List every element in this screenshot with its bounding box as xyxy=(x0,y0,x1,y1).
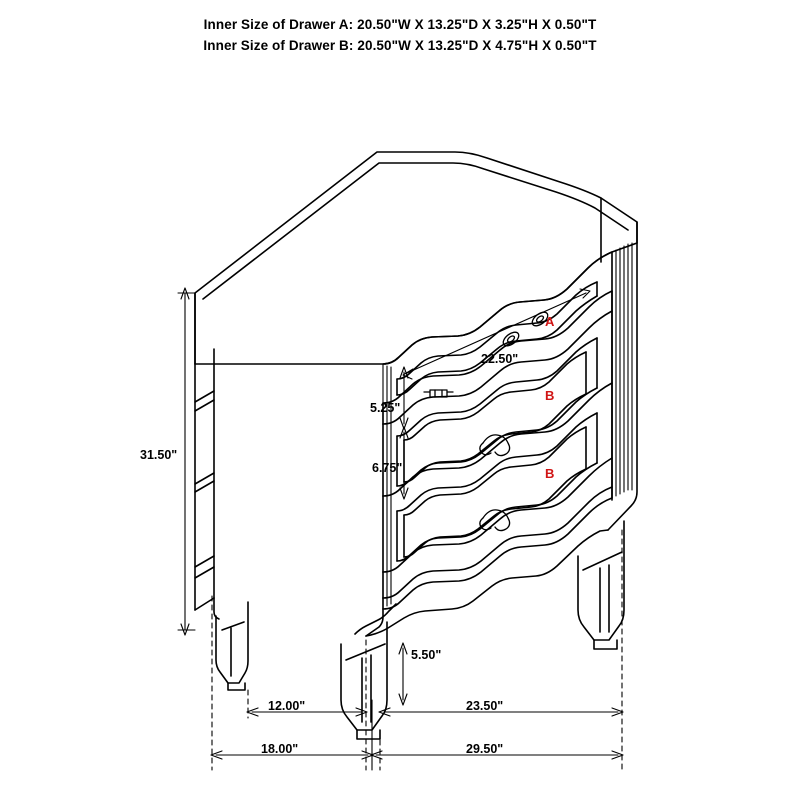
dim-width-front: 23.50" xyxy=(466,699,504,713)
drawer-label-b1: B xyxy=(545,388,555,403)
dim-drawer-b-height: 6.75" xyxy=(372,461,403,475)
dim-depth-front: 12.00" xyxy=(268,699,306,713)
dim-depth-overall: 18.00" xyxy=(261,742,299,756)
drawer-label-b2: B xyxy=(545,466,555,481)
dim-width-overall: 29.50" xyxy=(466,742,504,756)
dim-drawer-a-height: 5.25" xyxy=(370,401,401,415)
drawer-b-spec: Inner Size of Drawer B: 20.50"W X 13.25"D X 4.75"H X 0.50"T xyxy=(203,38,597,53)
drawer-label-a: A xyxy=(545,314,555,329)
dim-drawer-a-width: 22.50" xyxy=(481,352,519,366)
dim-overall-height: 31.50" xyxy=(140,448,178,462)
dim-leg-height: 5.50" xyxy=(411,648,442,662)
drawer-a-spec: Inner Size of Drawer A: 20.50"W X 13.25"D X 3.25"H X 0.50"T xyxy=(203,17,597,32)
